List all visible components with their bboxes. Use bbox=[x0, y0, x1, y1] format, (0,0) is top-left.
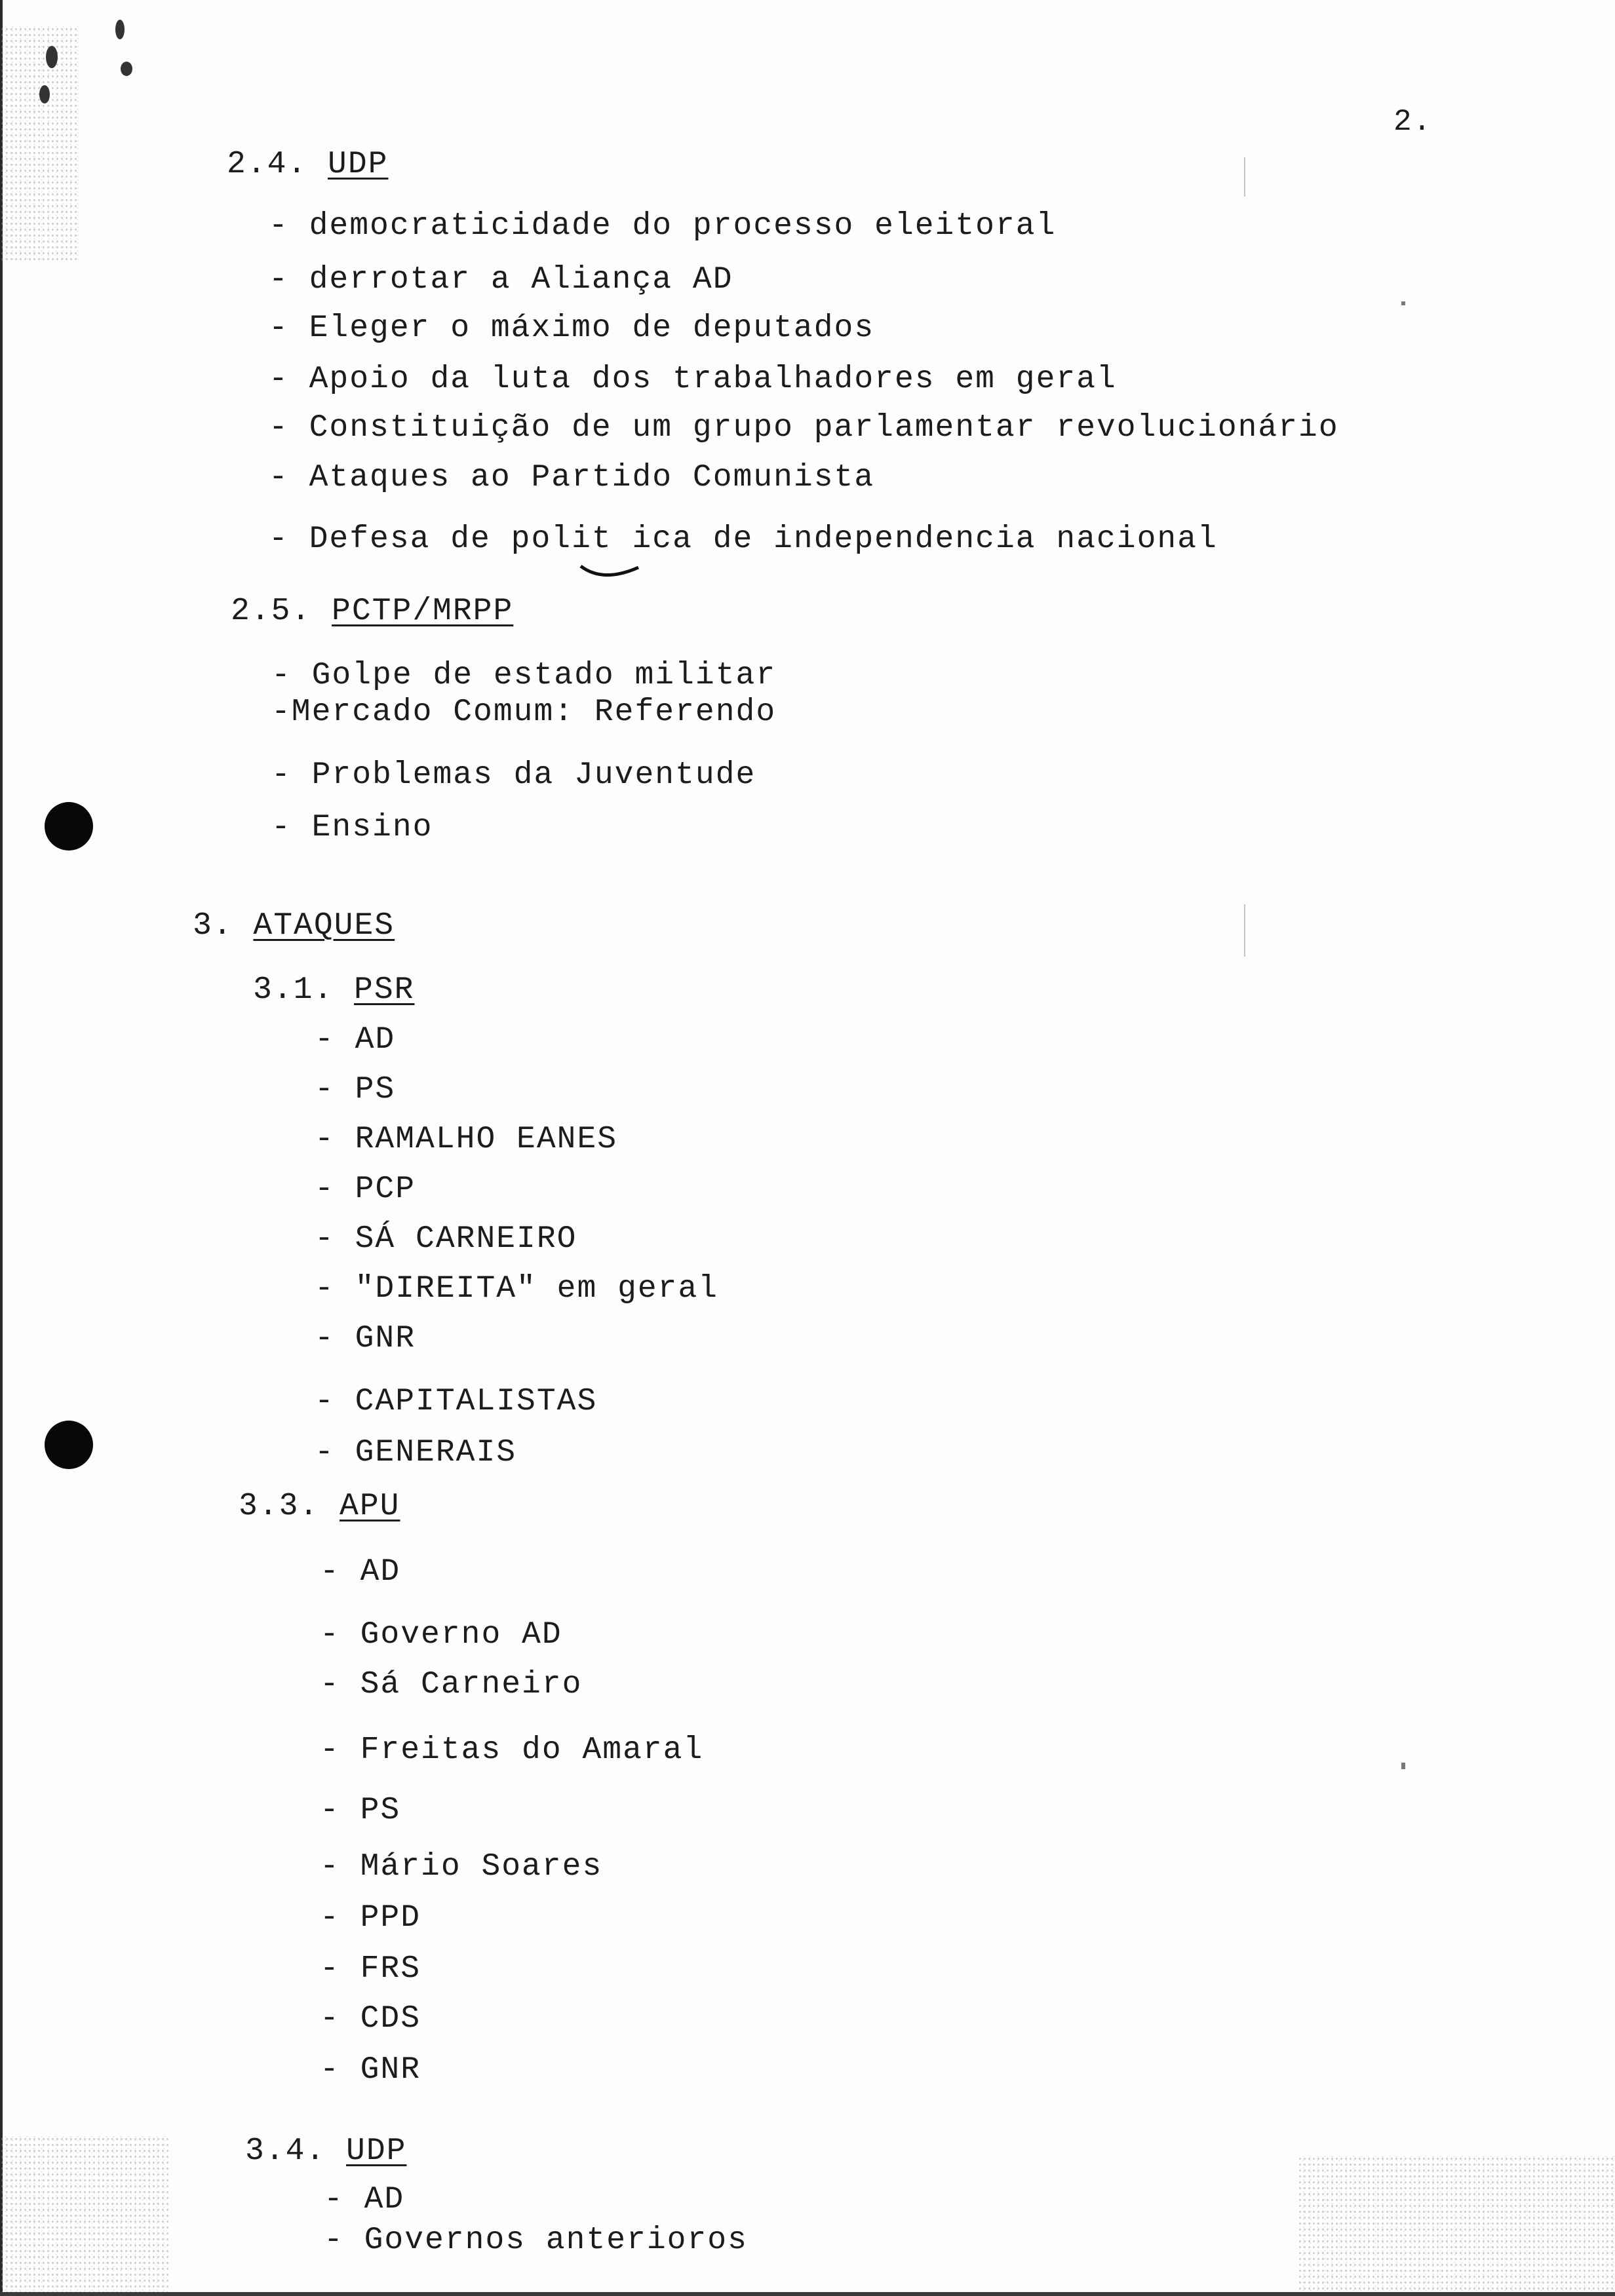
list-item: - derrotar a Aliança AD bbox=[269, 262, 733, 297]
scan-dot bbox=[1401, 301, 1405, 305]
section-heading bbox=[253, 972, 414, 1008]
handwritten-correction-mark bbox=[577, 561, 642, 587]
punch-hole bbox=[45, 1421, 93, 1469]
section-title: APU bbox=[340, 1489, 400, 1524]
section-number: 2.5. bbox=[231, 594, 312, 629]
list-item: - PPD bbox=[320, 1900, 421, 1936]
list-item: - FRS bbox=[320, 1951, 421, 1987]
list-item: - Defesa de polit ica de independencia nacional bbox=[269, 522, 1218, 557]
section-title: UDP bbox=[346, 2133, 407, 2169]
section-heading bbox=[231, 594, 513, 629]
list-item: - CAPITALISTAS bbox=[315, 1384, 598, 1419]
list-item: - SÁ CARNEIRO bbox=[315, 1221, 577, 1257]
list-item: - CDS bbox=[320, 2001, 421, 2037]
section-number: 2.4. bbox=[227, 147, 308, 182]
ink-smudge bbox=[46, 46, 58, 68]
list-item: - Governo AD bbox=[320, 1617, 562, 1653]
section-heading bbox=[245, 2133, 406, 2169]
scan-dot bbox=[1401, 1763, 1405, 1769]
list-item: - PCP bbox=[315, 1172, 416, 1207]
list-item: - Mário Soares bbox=[320, 1849, 603, 1885]
scan-noise-bottom-right bbox=[1298, 2156, 1615, 2293]
section-title: PCTP/MRPP bbox=[332, 594, 514, 629]
list-item: - GENERAIS bbox=[315, 1435, 517, 1470]
section-heading bbox=[227, 147, 388, 182]
ink-smudge bbox=[115, 20, 125, 39]
scan-noise-bottom-left bbox=[0, 2136, 170, 2293]
list-item: - Sá Carneiro bbox=[320, 1667, 583, 1702]
section-number: 3. bbox=[193, 908, 233, 944]
list-item: - PS bbox=[320, 1793, 401, 1828]
list-item: - AD bbox=[324, 2182, 405, 2217]
section-number: 3.3. bbox=[239, 1489, 320, 1524]
list-item: - Apoio da luta dos trabalhadores em geral bbox=[269, 362, 1117, 397]
ink-smudge bbox=[121, 62, 132, 76]
list-item: - Golpe de estado militar bbox=[271, 658, 777, 693]
punch-hole bbox=[45, 802, 93, 851]
list-item: - RAMALHO EANES bbox=[315, 1122, 618, 1157]
list-item: -Mercado Comum: Referendo bbox=[271, 695, 777, 730]
section-title: PSR bbox=[354, 972, 415, 1008]
section-heading bbox=[239, 1489, 400, 1524]
list-item: - Freitas do Amaral bbox=[320, 1732, 704, 1768]
page-number: 2. bbox=[1393, 105, 1433, 139]
scan-streak bbox=[1244, 157, 1245, 197]
page-bottom-edge bbox=[0, 2292, 1615, 2296]
list-item: - AD bbox=[315, 1022, 396, 1058]
list-item: - Governos anterioros bbox=[324, 2223, 748, 2258]
list-item: - AD bbox=[320, 1554, 401, 1590]
section-title: UDP bbox=[328, 147, 389, 182]
list-item: - GNR bbox=[315, 1321, 416, 1356]
scan-noise-top-left bbox=[0, 26, 79, 262]
list-item: - Ataques ao Partido Comunista bbox=[269, 460, 875, 495]
section-number: 3.4. bbox=[245, 2133, 326, 2169]
binding-edge-line bbox=[0, 0, 3, 2296]
list-item: - democraticidade do processo eleitoral bbox=[269, 208, 1057, 244]
scan-streak bbox=[1244, 904, 1245, 957]
list-item: - Constituição de um grupo parlamentar revolucionário bbox=[269, 410, 1339, 446]
list-item: - "DIREITA" em geral bbox=[315, 1271, 719, 1307]
list-item: - Eleger o máximo de deputados bbox=[269, 311, 875, 346]
section-heading bbox=[193, 908, 395, 944]
section-title: ATAQUES bbox=[253, 908, 395, 944]
section-number: 3.1. bbox=[253, 972, 334, 1008]
list-item: - Ensino bbox=[271, 810, 433, 845]
ink-smudge bbox=[39, 85, 50, 104]
list-item: - Problemas da Juventude bbox=[271, 757, 756, 793]
list-item: - GNR bbox=[320, 2052, 421, 2088]
list-item: - PS bbox=[315, 1072, 396, 1107]
